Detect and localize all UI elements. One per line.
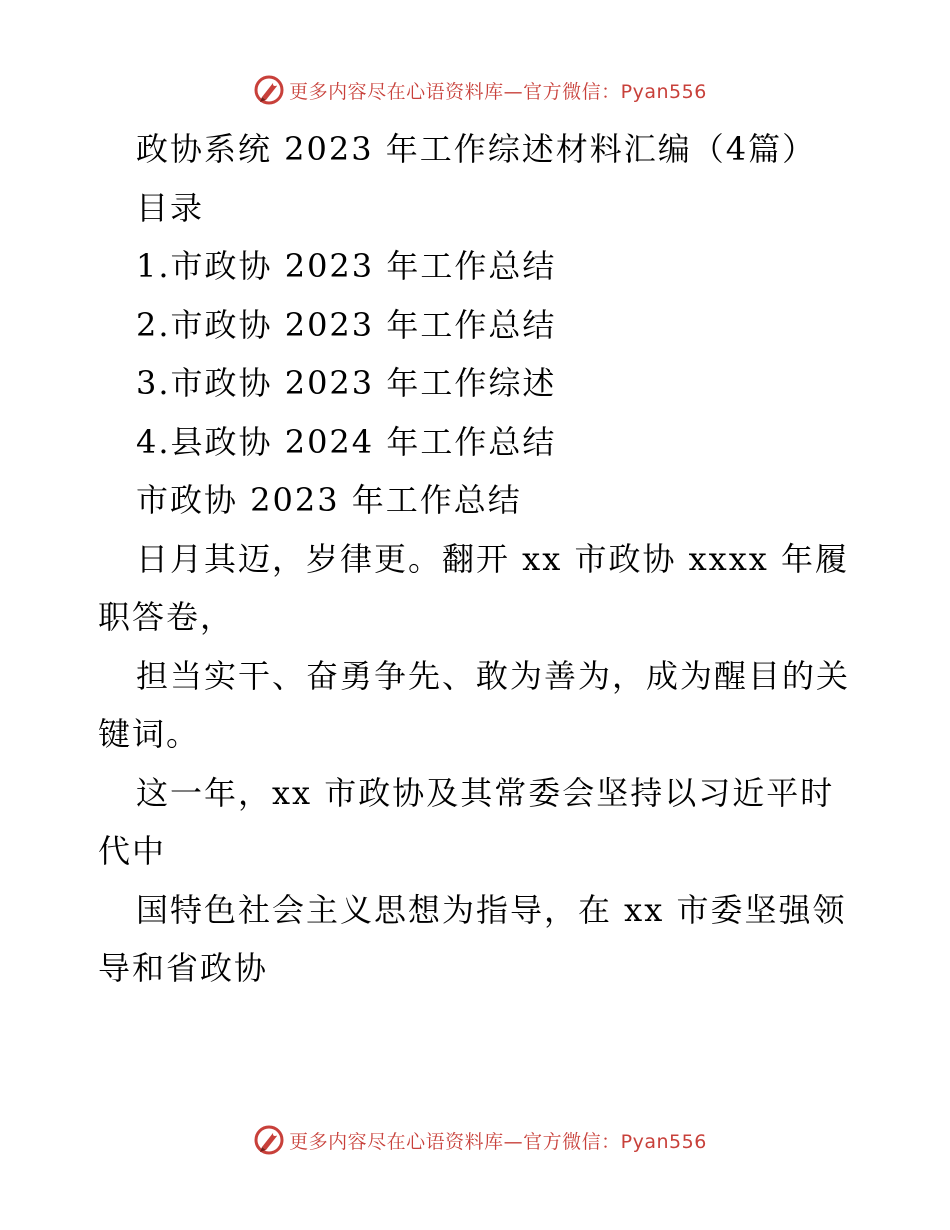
document-title: 政协系统 2023 年工作综述材料汇编（4篇） — [136, 130, 817, 168]
header-watermark-banner — [0, 70, 950, 110]
footer-watermark-inner — [253, 1124, 707, 1156]
body-paragraph: 国特色社会主义思想为指导，在 xx 市委坚强领导和省政协 — [98, 890, 847, 987]
header-watermark-inner — [253, 74, 707, 106]
toc-item-3: 3.市政协 2023 年工作综述 — [136, 364, 557, 402]
watermark-text: 更多内容尽在心语资料库—官方微信：Pyan556 — [289, 80, 707, 103]
footer-watermark-banner — [0, 1120, 950, 1160]
toc-heading: 目录 — [136, 188, 205, 227]
document-body — [98, 120, 858, 998]
watermark-text: 更多内容尽在心语资料库—官方微信：Pyan556 — [289, 1130, 707, 1153]
section-heading: 市政协 2023 年工作总结 — [136, 481, 522, 519]
toc-item-2: 2.市政协 2023 年工作总结 — [136, 305, 557, 344]
toc-item-1: 1.市政协 2023 年工作总结 — [136, 247, 557, 285]
body-paragraph: 这一年，xx 市政协及其常委会坚持以习近平时代中 — [98, 773, 835, 870]
toc-item-4: 4.县政协 2024 年工作总结 — [136, 422, 557, 461]
body-paragraph: 担当实干、奋勇争先、敢为善为，成为醒目的关键词。 — [98, 656, 851, 753]
pen-circle-logo-icon — [253, 1124, 285, 1156]
body-paragraph: 日月其迈，岁律更。翻开 xx 市政协 xxxx 年履职答卷， — [98, 539, 849, 636]
pen-circle-logo-icon — [253, 74, 285, 106]
